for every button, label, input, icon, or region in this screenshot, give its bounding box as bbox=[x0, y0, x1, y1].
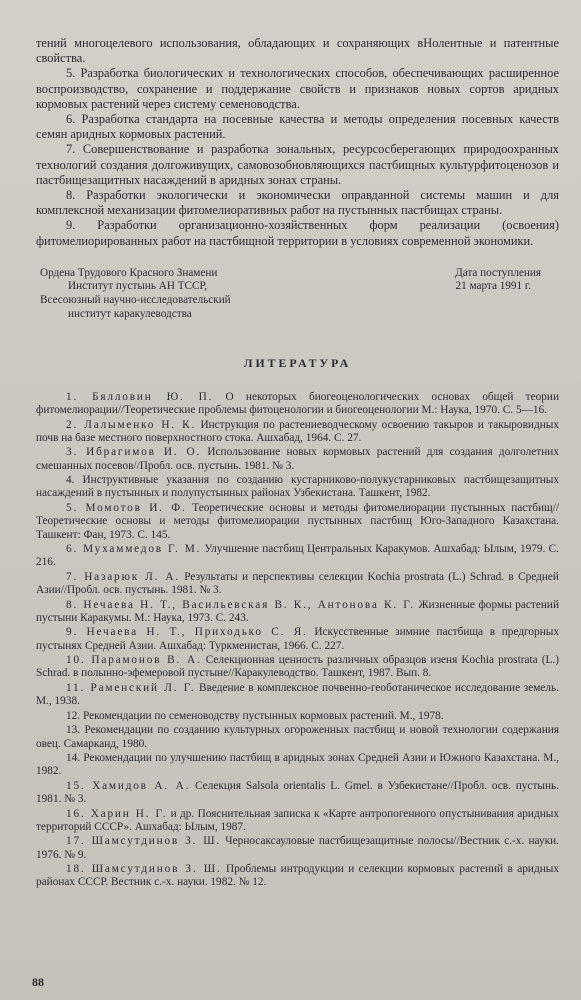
reference-text: Искусственные зимние пастбища в предгорных пустынях Средней Азии. Ашхабад: Туркменистан, 1966. С. 227. bbox=[36, 626, 559, 652]
received-date-value: 21 марта 1991 г. bbox=[455, 280, 531, 293]
paragraph: 7. Совершенствование и разработка зональных, ресурсосберегающих природоохранных технологий создания долгоживущих, самовозобновляющихся пастбищных культурфитоценозов и пастбищезащитных насаждений в аридных зонах страны. bbox=[36, 142, 559, 187]
reference-text: Введение в комплексное почвенно-геоботаническое исследование земель. М., 1938. bbox=[36, 681, 559, 708]
reference-text: 4. Инструктивные указания по созданию кустарниково-полукустарниковых пастбищезащитных насаждений в пустынных и полупустынных районах Узбекистана. Ташкент, 1982. bbox=[36, 474, 559, 500]
reference-text: О некоторых биогеоценологических основах общей теории фитомелиорации//Теоретические проблемы фитоценологии и биогеоценологии М.: Наука, 1970. С. 5—16. bbox=[36, 390, 559, 417]
paragraph: тений многоцелевого использования, обладающих и сохраняющих вНолентные и патентные свойства. bbox=[36, 36, 559, 66]
reference-item bbox=[36, 419, 559, 446]
reference-text: Результаты и перспективы селекции Kochia prostrata (L.) Schrad. в Средней Азии//Пробл. осв. пустынь. 1981. № 3. bbox=[36, 570, 559, 597]
reference-author: 11. Раменский Л. Г. bbox=[66, 681, 196, 694]
reference-item bbox=[36, 654, 559, 681]
reference-author: 8. Нечаева Н. Т., Васильевская В. К., Антонова К. Г. bbox=[66, 598, 415, 611]
reference-item bbox=[36, 474, 559, 501]
reference-item bbox=[36, 710, 559, 723]
reference-item bbox=[36, 626, 559, 653]
page-number: 88 bbox=[32, 975, 44, 989]
paragraph: 6. Разработка стандарта на посевные качества и методы определения посевных качеств семян аридных кормовых растений. bbox=[36, 112, 559, 142]
institution-line: Ордена Трудового Красного Знамени bbox=[40, 266, 218, 279]
reference-text: и др. Пояснительная записка к «Карте антропогенного опустынивания аридных территорий СССР». Ашхабад: Ылым, 1987. bbox=[36, 807, 559, 833]
intro-section bbox=[36, 36, 559, 249]
reference-item bbox=[36, 724, 559, 751]
paragraph: 5. Разработка биологических и технологических способов, обеспечивающих расширенное воспроизводство, сохранение и поддержание свойств и признаков новых сортов аридных кормовых растений через систему семеноводства. bbox=[36, 66, 559, 111]
institution-line: институт каракулеводства bbox=[68, 307, 192, 320]
reference-author: 17. Шамсутдинов З. Ш. bbox=[66, 835, 222, 848]
reference-author: 18. Шамсутдинов З. Ш. bbox=[66, 863, 222, 876]
reference-item bbox=[36, 835, 559, 862]
paragraph: 8. Разработки экологически и экономически оправданной системы машин и для комплексной механизации фитомелиоративных работ на пустынных пастбищах страны. bbox=[36, 188, 559, 218]
reference-text: 12. Рекомендации по семеноводству пустынных кормовых растений. М., 1978. bbox=[66, 709, 444, 722]
reference-text: 14. Рекомендации по улучшению пастбищ в аридных зонах Средней Азии и Южного Казахстана. М., 1982. bbox=[36, 752, 559, 778]
reference-text: Инструкция по растениеводческому освоению такыров и такыровидных почв на базе местного поверхностного стока. Ашхабад, 1964. С. 27. bbox=[36, 418, 559, 444]
reference-author: 9. Нечаева Н. Т., Приходько С. Я. bbox=[66, 626, 308, 639]
reference-text: Теоретические основы и методы фитомелиорации пустынных пастбищ//Теоретические основы и методы фитомелиорации пустынных пастбищ Юго-Западного Казахстана. Ташкент: Фан, 1973. С. 145. bbox=[36, 501, 560, 541]
received-date bbox=[455, 267, 541, 294]
reference-author: 10. Парамонов В. А. bbox=[66, 654, 202, 667]
received-label: Дата поступления bbox=[455, 266, 541, 279]
reference-item bbox=[36, 682, 559, 709]
reference-text: Улучшение пастбищ Центральных Каракумов. Ашхабад: Ылым, 1979. С. 216. bbox=[36, 543, 559, 569]
reference-author: 1. Бялловин Ю. П. bbox=[66, 390, 214, 403]
reference-author: 2. Лалыменко Н. К. bbox=[66, 418, 197, 431]
reference-author: 15. Хамидов А. А. bbox=[66, 779, 191, 792]
reference-author: 16. Харин Н. Г. bbox=[66, 807, 168, 820]
paragraph: 9. Разработки организационно-хозяйственных форм реализации (освоения) фитомелиорированных работ на пастбищной территории в условиях современной экономики. bbox=[36, 218, 559, 248]
reference-item bbox=[36, 863, 559, 890]
reference-author: 7. Назарюк Л. А. bbox=[66, 570, 180, 583]
reference-item bbox=[36, 391, 559, 418]
reference-item bbox=[36, 571, 559, 598]
reference-item bbox=[36, 446, 559, 473]
affiliation-block bbox=[36, 267, 559, 323]
literature-heading: ЛИТЕРАТУРА bbox=[243, 355, 352, 370]
reference-item bbox=[36, 502, 559, 542]
reference-author: 3. Ибрагимов И. О. bbox=[66, 446, 202, 459]
reference-text: Жизненные формы растений пустыни Каракумы. М.: Наука, 1973. С. 243. bbox=[36, 598, 559, 624]
reference-item bbox=[36, 780, 559, 807]
reference-text: 13. Рекомендации по созданию культурных огороженных пастбищ и новой технологии содержания овец. Самарканд, 1980. bbox=[36, 724, 559, 750]
reference-item bbox=[36, 543, 559, 570]
reference-item bbox=[36, 752, 559, 779]
reference-text: Селекция Salsola orientalis L. Gmel. в Узбекистане//Пробл. осв. пустынь. 1981. № 3. bbox=[36, 779, 559, 806]
reference-text: Проблемы интродукции и селекции кормовых растений в аридных районах СССР. Вестник с.-х. науки. 1982. № 12. bbox=[36, 863, 559, 889]
institution-line: Всесоюзный научно-исследовательский bbox=[40, 294, 231, 307]
reference-list bbox=[36, 391, 559, 890]
reference-text: Черносаксауловые пастбищезащитные полосы//Вестник с.-х. науки. 1976. № 9. bbox=[36, 835, 560, 861]
reference-text: Селекционная ценность различных образцов изеня Kochia prostrata (L.) Schrad. в полынно-эфемеровой пустыне//Каракулеводство. Ташкент, 1987. Вып. 8. bbox=[36, 654, 559, 680]
institution-list bbox=[40, 267, 340, 321]
reference-item bbox=[36, 599, 559, 626]
reference-author: 5. Момотов И. Ф. bbox=[66, 501, 187, 514]
reference-item bbox=[36, 808, 559, 835]
institution-line: Институт пустынь АН ТССР, bbox=[68, 280, 208, 293]
reference-author: 6. Мухаммедов Г. М. bbox=[66, 543, 202, 556]
reference-text: Использование новых кормовых растений для создания долголетних смешанных посевов//Пробл. осв. пустынь. 1981. № 3. bbox=[36, 446, 559, 472]
